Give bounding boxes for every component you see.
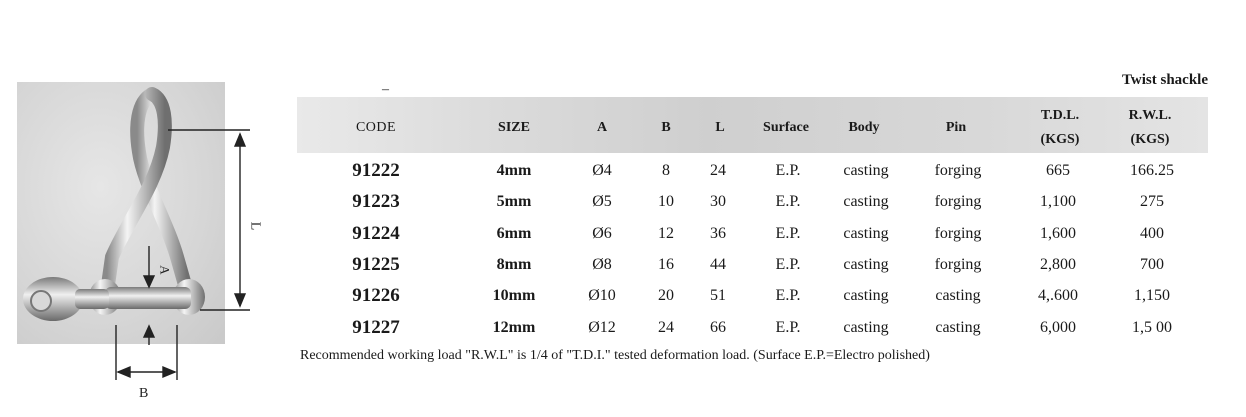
col-header-tdl: T.D.L. (1040, 108, 1080, 123)
dimension-lines (0, 0, 300, 417)
cell-body: casting (843, 162, 889, 179)
footnote: Recommended working load "R.W.L" is 1/4 of "T.D.I." tested deformation load. (Surface E.P.=Electro polished) (300, 348, 930, 363)
cell-size: 4mm (496, 162, 532, 179)
col-header-size: SIZE (498, 120, 530, 135)
col-header-code: CODE (355, 120, 397, 135)
cell-l: 44 (710, 255, 726, 273)
cell-size: 6mm (496, 224, 532, 242)
cell-rwl: 1,5 00 (1132, 318, 1172, 336)
cell-b: 10 (658, 193, 674, 211)
cell-b: 12 (658, 224, 674, 242)
col-header-surface: Surface (763, 120, 809, 135)
col-header-b: B (661, 120, 671, 135)
dimension-l-label: L (247, 221, 263, 231)
cell-pin: forging (934, 224, 982, 242)
cell-a: Ø5 (592, 193, 612, 211)
dimension-a-label: A (157, 265, 173, 275)
cell-tdl: 1,600 (1040, 224, 1076, 242)
cell-code: 91227 (352, 316, 400, 338)
cell-surface: E.P. (775, 318, 801, 336)
cell-pin: casting (935, 287, 981, 305)
cell-surface: E.P. (775, 224, 801, 242)
col-header-body: Body (848, 120, 880, 135)
cell-b: 20 (658, 287, 674, 305)
col-header-a: A (596, 120, 608, 135)
cell-code: 91223 (352, 191, 400, 213)
cell-surface: E.P. (775, 162, 801, 179)
header-mark: – (382, 82, 389, 97)
cell-surface: E.P. (775, 287, 801, 305)
cell-a: Ø6 (592, 224, 612, 242)
cell-b: 24 (658, 318, 674, 336)
cell-pin: forging (934, 162, 982, 179)
cell-pin: forging (934, 255, 982, 273)
cell-rwl: 275 (1140, 193, 1164, 211)
cell-b: 16 (658, 255, 674, 273)
col-header-pin: Pin (945, 120, 967, 135)
cell-body: casting (843, 193, 889, 211)
cell-l: 24 (710, 162, 726, 179)
cell-a: Ø4 (592, 162, 612, 179)
cell-pin: forging (934, 193, 982, 211)
cell-tdl: 6,000 (1040, 318, 1076, 336)
cell-code: 91225 (352, 253, 400, 275)
cell-pin: casting (935, 318, 981, 336)
cell-body: casting (843, 255, 889, 273)
cell-tdl: 2,800 (1040, 255, 1076, 273)
cell-tdl: 1,100 (1040, 193, 1076, 211)
cell-size: 5mm (496, 193, 532, 211)
cell-l: 51 (710, 287, 726, 305)
cell-a: Ø12 (588, 318, 616, 336)
cell-rwl: 700 (1140, 255, 1164, 273)
cell-rwl: 1,150 (1134, 287, 1170, 305)
col-header-rwl-unit: (KGS) (1130, 132, 1170, 147)
cell-code: 91226 (352, 285, 400, 307)
cell-rwl: 166.25 (1130, 162, 1174, 179)
cell-rwl: 400 (1140, 224, 1164, 242)
dimension-b-label: B (139, 386, 149, 401)
cell-l: 36 (710, 224, 726, 242)
col-header-rwl: R.W.L. (1128, 108, 1172, 123)
cell-body: casting (843, 287, 889, 305)
cell-body: casting (843, 318, 889, 336)
cell-l: 30 (710, 193, 726, 211)
cell-size: 8mm (496, 255, 532, 273)
cell-a: Ø10 (588, 287, 616, 305)
cell-tdl: 4,.600 (1038, 287, 1078, 305)
cell-l: 66 (710, 318, 726, 336)
cell-size: 12mm (492, 318, 536, 336)
cell-size: 10mm (492, 287, 536, 305)
cell-a: Ø8 (592, 255, 612, 273)
cell-body: casting (843, 224, 889, 242)
cell-b: 8 (662, 162, 670, 179)
col-header-tdl-unit: (KGS) (1040, 132, 1080, 147)
cell-surface: E.P. (775, 255, 801, 273)
cell-code: 91224 (352, 222, 400, 244)
product-title: Twist shackle (1122, 72, 1208, 88)
cell-code: 91222 (352, 160, 400, 181)
cell-surface: E.P. (775, 193, 801, 211)
col-header-l: L (715, 120, 725, 135)
cell-tdl: 665 (1046, 162, 1070, 179)
